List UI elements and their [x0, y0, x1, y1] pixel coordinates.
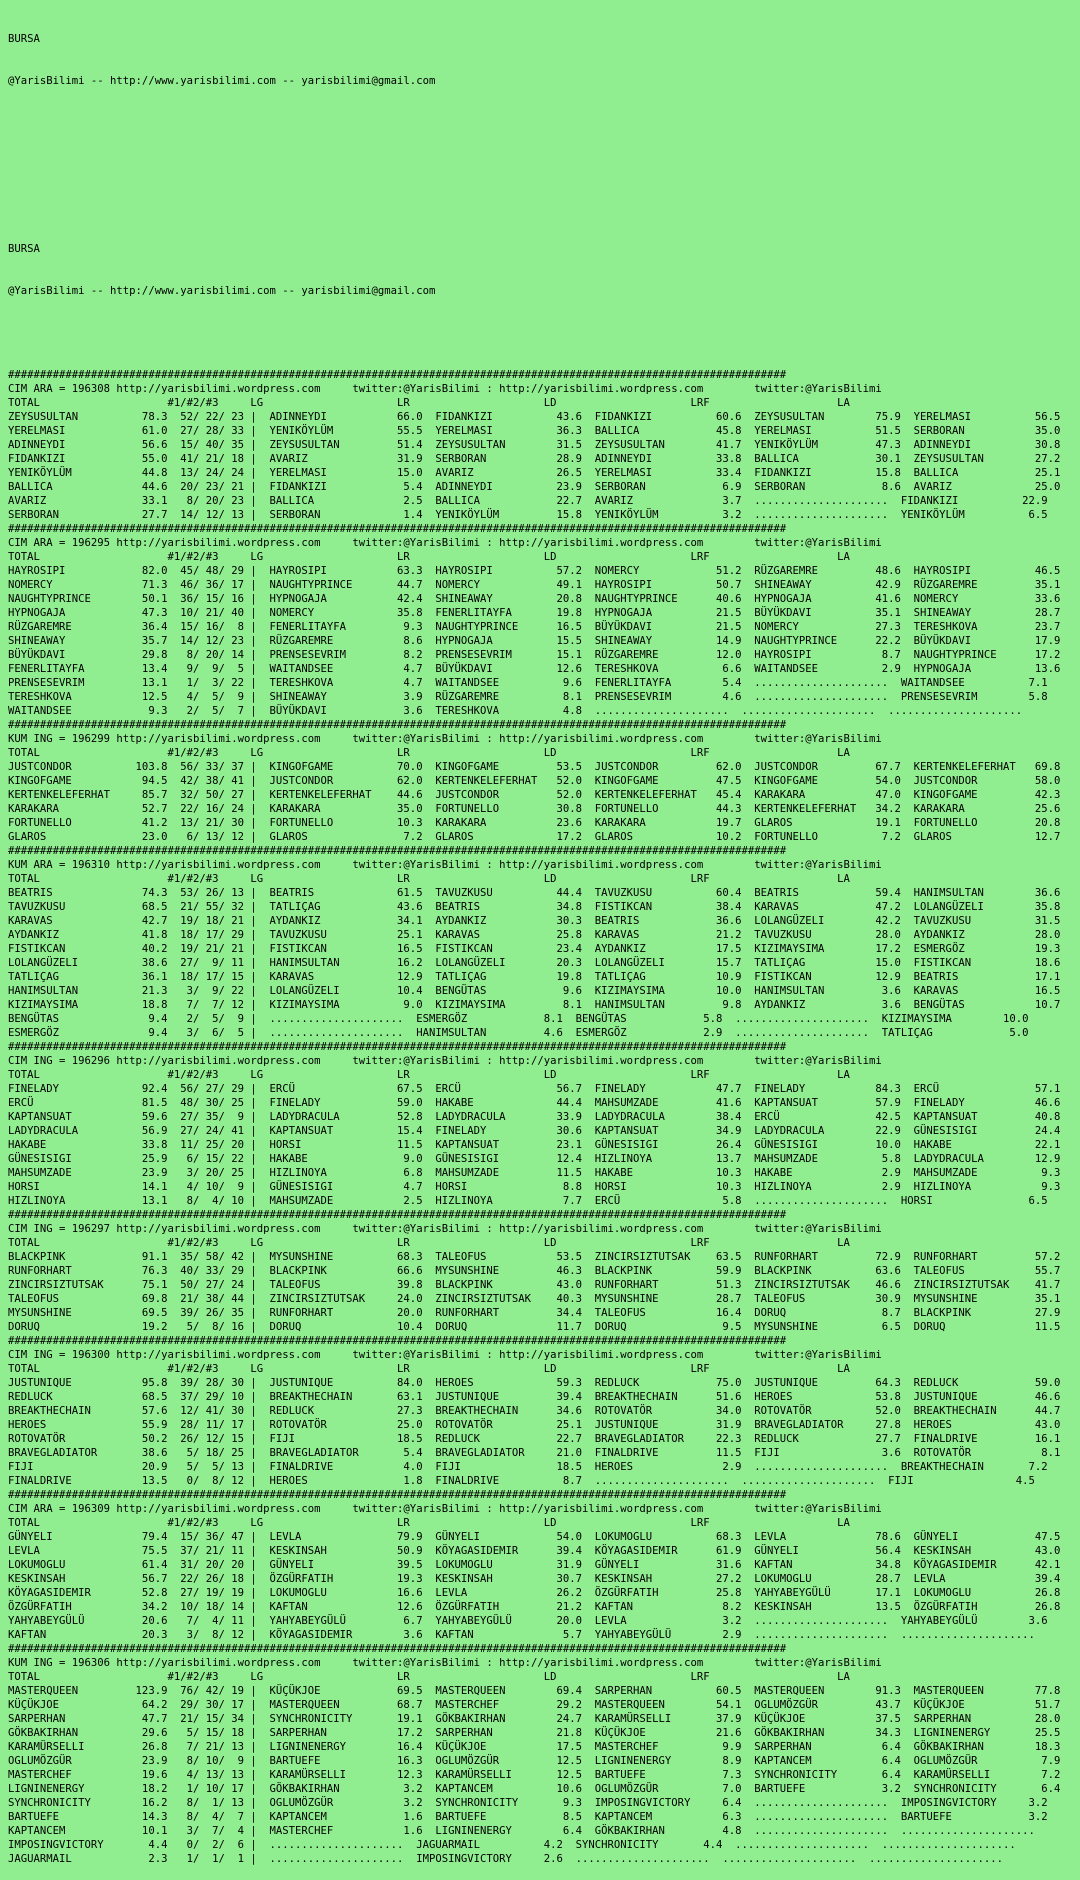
table-row: KINGOFGAME 94.5 42/ 38/ 41 | JUSTCONDOR 62.0 KERTENKELEFERHAT 52.0 KINGOFGAME 47.5 KINGOFGAME 54.0 JUSTCONDOR 58.0 [8, 775, 1061, 787]
table-row: LOKUMOGLU 61.4 31/ 20/ 20 | GÜNYELI 39.5 LOKUMOGLU 31.9 GÜNYELI 31.6 KAFTAN 34.8 KÖYAGASIDEMIR 42.1 [8, 1559, 1061, 1571]
race-block [8, 1334, 1080, 1488]
column-header: TOTAL #1/#2/#3 LG LR LD LRF LA [8, 1237, 850, 1249]
race-title: KUM ING = 196306 http://yarisbilimi.wordpress.com twitter:@YarisBilimi : http://yarisbilimi.wordpress.com twitter:@YarisBilimi [8, 1657, 882, 1669]
table-row: KARAVAS 42.7 19/ 18/ 21 | AYDANKIZ 34.1 AYDANKIZ 30.3 BEATRIS 36.6 LOLANGÜZELI 42.2 TAVUZKUSU 31.5 [8, 915, 1061, 927]
race-block [8, 718, 1080, 844]
table-row: LADYDRACULA 56.9 27/ 24/ 41 | KAPTANSUAT 15.4 FINELADY 30.6 KAPTANSUAT 34.9 LADYDRACULA 22.9 GÜNESISIGI 24.4 [8, 1125, 1061, 1137]
race-block [8, 368, 1080, 522]
table-row: BREAKTHECHAIN 57.6 12/ 41/ 30 | REDLUCK 27.3 BREAKTHECHAIN 34.6 ROTOVATÖR 34.0 ROTOVATÖR 52.0 BREAKTHECHAIN 44.7 [8, 1405, 1061, 1417]
table-row: HIZLINOYA 13.1 8/ 4/ 10 | MAHSUMZADE 2.5 HIZLINOYA 7.7 ERCÜ 5.8 ..................... HORSI 6.5 [8, 1195, 1048, 1207]
table-row: YENIKÖYLÜM 44.8 13/ 24/ 24 | YERELMASI 15.0 AVARIZ 26.5 YERELMASI 33.4 FIDANKIZI 15.8 BALLICA 25.1 [8, 467, 1061, 479]
table-row: KÜÇÜKJOE 64.2 29/ 30/ 17 | MASTERQUEEN 68.7 MASTERCHEF 29.2 MASTERQUEEN 54.1 OGLUMÖZGÜR 43.7 KÜÇÜKJOE 51.7 [8, 1699, 1061, 1711]
separator-line: ########################################################################################################################## [8, 369, 787, 381]
table-row: FISTIKCAN 40.2 19/ 21/ 21 | FISTIKCAN 16.5 FISTIKCAN 23.4 AYDANKIZ 17.5 KIZIMAYSIMA 17.2 ESMERGÖZ 19.3 [8, 943, 1061, 955]
column-header: TOTAL #1/#2/#3 LG LR LD LRF LA [8, 551, 850, 563]
table-row: BRAVEGLADIATOR 38.6 5/ 18/ 25 | BRAVEGLADIATOR 5.4 BRAVEGLADIATOR 21.0 FINALDRIVE 11.5 FIJI 3.6 ROTOVATÖR 8.1 [8, 1447, 1061, 1459]
header-contact: @YarisBilimi -- http://www.yarisbilimi.com -- yarisbilimi@gmail.com [8, 75, 436, 87]
table-row: PRENSESEVRIM 13.1 1/ 3/ 22 | TERESHKOVA 4.7 WAITANDSEE 9.6 FENERLITAYFA 5.4 ..................... WAITANDSEE 7.1 [8, 677, 1048, 689]
race-blocks [8, 368, 1080, 1866]
table-row: SARPERHAN 47.7 21/ 15/ 34 | SYNCHRONICITY 19.1 GÖKBAKIRHAN 24.7 KARAMÜRSELLI 37.9 KÜÇÜKJOE 37.5 SARPERHAN 28.0 [8, 1713, 1061, 1725]
table-row: HANIMSULTAN 21.3 3/ 9/ 22 | LOLANGÜZELI 10.4 BENGÜTAS 9.6 KIZIMAYSIMA 10.0 HANIMSULTAN 3.6 KARAVAS 16.5 [8, 985, 1061, 997]
table-row: BENGÜTAS 9.4 2/ 5/ 9 | ..................... ESMERGÖZ 8.1 BENGÜTAS 5.8 ..................... KIZIMAYSIMA 10.0 [8, 1013, 1029, 1025]
table-row: BALLICA 44.6 20/ 23/ 21 | FIDANKIZI 5.4 ADINNEYDI 23.9 SERBORAN 6.9 SERBORAN 8.6 AVARIZ 25.0 [8, 481, 1061, 493]
column-header: TOTAL #1/#2/#3 LG LR LD LRF LA [8, 1363, 850, 1375]
table-row: JUSTCONDOR 103.8 56/ 33/ 37 | KINGOFGAME 70.0 KINGOFGAME 53.5 JUSTCONDOR 62.0 JUSTCONDOR 67.7 KERTENKELEFERHAT 69.8 [8, 761, 1061, 773]
table-row: YERELMASI 61.0 27/ 28/ 33 | YENIKÖYLÜM 55.5 YERELMASI 36.3 BALLICA 45.8 YERELMASI 51.5 SERBORAN 35.0 [8, 425, 1061, 437]
table-row: AYDANKIZ 41.8 18/ 17/ 29 | TAVUZKUSU 25.1 KARAVAS 25.8 KARAVAS 21.2 TAVUZKUSU 28.0 AYDANKIZ 28.0 [8, 929, 1061, 941]
column-header: TOTAL #1/#2/#3 LG LR LD LRF LA [8, 1517, 850, 1529]
table-row: KERTENKELEFERHAT 85.7 32/ 50/ 27 | KERTENKELEFERHAT 44.6 JUSTCONDOR 52.0 KERTENKELEFERHAT 45.4 KARAKARA 47.0 KINGOFGAME 42.3 [8, 789, 1061, 801]
table-row: KARAKARA 52.7 22/ 16/ 24 | KARAKARA 35.0 FORTUNELLO 30.8 FORTUNELLO 44.3 KERTENKELEFERHAT 34.2 KARAKARA 25.6 [8, 803, 1061, 815]
table-row: NOMERCY 71.3 46/ 36/ 17 | NAUGHTYPRINCE 44.7 NOMERCY 49.1 HAYROSIPI 50.7 SHINEAWAY 42.9 RÜZGAREMRE 35.1 [8, 579, 1061, 591]
table-row: BLACKPINK 91.1 35/ 58/ 42 | MYSUNSHINE 68.3 TALEOFUS 53.5 ZINCIRSIZTUTSAK 63.5 RUNFORHART 72.9 RUNFORHART 57.2 [8, 1251, 1061, 1263]
race-block [8, 1488, 1080, 1642]
table-row: SHINEAWAY 35.7 14/ 12/ 23 | RÜZGAREMRE 8.6 HYPNOGAJA 15.5 SHINEAWAY 14.9 NAUGHTYPRINCE 22.2 BÜYÜKDAVI 17.9 [8, 635, 1061, 647]
table-row: NAUGHTYPRINCE 50.1 36/ 15/ 16 | HYPNOGAJA 42.4 SHINEAWAY 20.8 NAUGHTYPRINCE 40.6 HYPNOGAJA 41.6 NOMERCY 33.6 [8, 593, 1061, 605]
table-row: KAPTANCEM 10.1 3/ 7/ 4 | MASTERCHEF 1.6 LIGNINENERGY 6.4 GÖKBAKIRHAN 4.8 ..................... ..................... [8, 1825, 1035, 1837]
table-row: BÜYÜKDAVI 29.8 8/ 20/ 14 | PRENSESEVRIM 8.2 PRENSESEVRIM 15.1 RÜZGAREMRE 12.0 HAYROSIPI 8.7 NAUGHTYPRINCE 17.2 [8, 649, 1061, 661]
race-title: KUM ARA = 196310 http://yarisbilimi.wordpress.com twitter:@YarisBilimi : http://yarisbilimi.wordpress.com twitter:@YarisBilimi [8, 859, 882, 871]
race-block [8, 1642, 1080, 1866]
table-row: REDLUCK 68.5 37/ 29/ 10 | BREAKTHECHAIN 63.1 JUSTUNIQUE 39.4 BREAKTHECHAIN 51.6 HEROES 53.8 JUSTUNIQUE 46.6 [8, 1391, 1061, 1403]
race-block [8, 522, 1080, 718]
separator-line: ########################################################################################################################## [8, 719, 787, 731]
table-row: TAVUZKUSU 68.5 21/ 55/ 32 | TATLIÇAG 43.6 BEATRIS 34.8 FISTIKCAN 38.4 KARAVAS 47.2 LOLANGÜZELI 35.8 [8, 901, 1061, 913]
table-row: KIZIMAYSIMA 18.8 7/ 7/ 12 | KIZIMAYSIMA 9.0 KIZIMAYSIMA 8.1 HANIMSULTAN 9.8 AYDANKIZ 3.6 BENGÜTAS 10.7 [8, 999, 1061, 1011]
table-row: BEATRIS 74.3 53/ 26/ 13 | BEATRIS 61.5 TAVUZKUSU 44.4 TAVUZKUSU 60.4 BEATRIS 59.4 HANIMSULTAN 36.6 [8, 887, 1061, 899]
column-header: TOTAL #1/#2/#3 LG LR LD LRF LA [8, 397, 850, 409]
column-header: TOTAL #1/#2/#3 LG LR LD LRF LA [8, 873, 850, 885]
header-contact-repeat: @YarisBilimi -- http://www.yarisbilimi.com -- yarisbilimi@gmail.com [8, 285, 436, 297]
table-row: RUNFORHART 76.3 40/ 33/ 29 | BLACKPINK 66.6 MYSUNSHINE 46.3 BLACKPINK 59.9 BLACKPINK 63.6 TALEOFUS 55.7 [8, 1265, 1061, 1277]
separator-line: ########################################################################################################################## [8, 1643, 787, 1655]
table-row: KAFTAN 20.3 3/ 8/ 12 | KÖYAGASIDEMIR 3.6 KAFTAN 5.7 YAHYABEYGÜLÜ 2.9 ..................... ..................... [8, 1629, 1035, 1641]
table-row: JAGUARMAIL 2.3 1/ 1/ 1 | ..................... IMPOSINGVICTORY 2.6 ..................... ..................... ..................... [8, 1853, 1003, 1865]
table-row: ESMERGÖZ 9.4 3/ 6/ 5 | ..................... HANIMSULTAN 4.6 ESMERGÖZ 2.9 ..................... TATLIÇAG 5.0 [8, 1027, 1029, 1039]
table-row: ADINNEYDI 56.6 15/ 40/ 35 | ZEYSUSULTAN 51.4 ZEYSUSULTAN 31.5 ZEYSUSULTAN 41.7 YENIKÖYLÜM 47.3 ADINNEYDI 30.8 [8, 439, 1061, 451]
table-row: MYSUNSHINE 69.5 39/ 26/ 35 | RUNFORHART 20.0 RUNFORHART 34.4 TALEOFUS 16.4 DORUQ 8.7 BLACKPINK 27.9 [8, 1307, 1061, 1319]
race-block [8, 1208, 1080, 1334]
table-row: FORTUNELLO 41.2 13/ 21/ 30 | FORTUNELLO 10.3 KARAKARA 23.6 KARAKARA 19.7 GLAROS 19.1 FORTUNELLO 20.8 [8, 817, 1061, 829]
header-title: BURSA [8, 33, 40, 45]
table-row: ROTOVATÖR 50.2 26/ 12/ 15 | FIJI 18.5 REDLUCK 22.7 BRAVEGLADIATOR 22.3 REDLUCK 27.7 FINALDRIVE 16.1 [8, 1433, 1061, 1445]
race-block [8, 1040, 1080, 1208]
table-row: ÖZGÜRFATIH 34.2 10/ 18/ 14 | KAFTAN 12.6 ÖZGÜRFATIH 21.2 KAFTAN 8.2 KESKINSAH 13.5 ÖZGÜRFATIH 26.8 [8, 1601, 1061, 1613]
separator-line: ########################################################################################################################## [8, 1041, 787, 1053]
table-row: MASTERQUEEN 123.9 76/ 42/ 19 | KÜÇÜKJOE 69.5 MASTERQUEEN 69.4 SARPERHAN 60.5 MASTERQUEEN 91.3 MASTERQUEEN 77.8 [8, 1685, 1061, 1697]
race-title: CIM ARA = 196308 http://yarisbilimi.wordpress.com twitter:@YarisBilimi : http://yarisbilimi.wordpress.com twitter:@YarisBilimi [8, 383, 882, 395]
separator-line: ########################################################################################################################## [8, 1335, 787, 1347]
blank-line [8, 116, 1080, 130]
table-row: FIDANKIZI 55.0 41/ 21/ 18 | AVARIZ 31.9 SERBORAN 28.9 ADINNEYDI 33.8 BALLICA 30.1 ZEYSUSULTAN 27.2 [8, 453, 1061, 465]
table-row: FINALDRIVE 13.5 0/ 8/ 12 | HEROES 1.8 FINALDRIVE 8.7 ..................... ..................... FIJI 4.5 [8, 1475, 1035, 1487]
table-row: RÜZGAREMRE 36.4 15/ 16/ 8 | FENERLITAYFA 9.3 NAUGHTYPRINCE 16.5 BÜYÜKDAVI 21.5 NOMERCY 27.3 TERESHKOVA 23.7 [8, 621, 1061, 633]
table-row: ZINCIRSIZTUTSAK 75.1 50/ 27/ 24 | TALEOFUS 39.8 BLACKPINK 43.0 RUNFORHART 51.3 ZINCIRSIZTUTSAK 46.6 ZINCIRSIZTUTSAK 41.7 [8, 1279, 1061, 1291]
table-row: FINELADY 92.4 56/ 27/ 29 | ERCÜ 67.5 ERCÜ 56.7 FINELADY 47.7 FINELADY 84.3 ERCÜ 57.1 [8, 1083, 1061, 1095]
race-title: CIM ARA = 196295 http://yarisbilimi.wordpress.com twitter:@YarisBilimi : http://yarisbilimi.wordpress.com twitter:@YarisBilimi [8, 537, 882, 549]
race-title: CIM ING = 196296 http://yarisbilimi.wordpress.com twitter:@YarisBilimi : http://yarisbilimi.wordpress.com twitter:@YarisBilimi [8, 1055, 882, 1067]
header-title-repeat: BURSA [8, 243, 40, 255]
separator-line: ########################################################################################################################## [8, 1489, 787, 1501]
table-row: LOLANGÜZELI 38.6 27/ 9/ 11 | HANIMSULTAN 16.2 LOLANGÜZELI 20.3 LOLANGÜZELI 15.7 TATLIÇAG 15.0 FISTIKCAN 18.6 [8, 957, 1061, 969]
table-row: KAPTANSUAT 59.6 27/ 35/ 9 | LADYDRACULA 52.8 LADYDRACULA 33.9 LADYDRACULA 38.4 ERCÜ 42.5 KAPTANSUAT 40.8 [8, 1111, 1061, 1123]
table-row: WAITANDSEE 9.3 2/ 5/ 7 | BÜYÜKDAVI 3.6 TERESHKOVA 4.8 ..................... ..................... ..................... [8, 705, 1023, 717]
table-row: ZEYSUSULTAN 78.3 52/ 22/ 23 | ADINNEYDI 66.0 FIDANKIZI 43.6 FIDANKIZI 60.6 ZEYSUSULTAN 75.9 YERELMASI 56.5 [8, 411, 1061, 423]
race-title: CIM ING = 196297 http://yarisbilimi.wordpress.com twitter:@YarisBilimi : http://yarisbilimi.wordpress.com twitter:@YarisBilimi [8, 1223, 882, 1235]
table-row: KÖYAGASIDEMIR 52.8 27/ 19/ 19 | LOKUMOGLU 16.6 LEVLA 26.2 ÖZGÜRFATIH 25.8 YAHYABEYGÜLÜ 17.1 LOKUMOGLU 26.8 [8, 1587, 1061, 1599]
blank-line [8, 158, 1080, 172]
table-row: SYNCHRONICITY 16.2 8/ 1/ 13 | OGLUMÖZGÜR 3.2 SYNCHRONICITY 9.3 IMPOSINGVICTORY 6.4 ..................... IMPOSINGVICTORY 3.2 [8, 1797, 1048, 1809]
column-header: TOTAL #1/#2/#3 LG LR LD LRF LA [8, 747, 850, 759]
separator-line: ########################################################################################################################## [8, 845, 787, 857]
table-row: HORSI 14.1 4/ 10/ 9 | GÜNESISIGI 4.7 HORSI 8.8 HORSI 10.3 HIZLINOYA 2.9 HIZLINOYA 9.3 [8, 1181, 1061, 1193]
table-row: AVARIZ 33.1 8/ 20/ 23 | BALLICA 2.5 BALLICA 22.7 AVARIZ 3.7 ..................... FIDANKIZI 22.9 [8, 495, 1048, 507]
separator-line: ########################################################################################################################## [8, 1209, 787, 1221]
race-title: CIM ING = 196300 http://yarisbilimi.wordpress.com twitter:@YarisBilimi : http://yarisbilimi.wordpress.com twitter:@YarisBilimi [8, 1349, 882, 1361]
column-header: TOTAL #1/#2/#3 LG LR LD LRF LA [8, 1671, 850, 1683]
table-row: ERCÜ 81.5 48/ 30/ 25 | FINELADY 59.0 HAKABE 44.4 MAHSUMZADE 41.6 KAPTANSUAT 57.9 FINELADY 46.6 [8, 1097, 1061, 1109]
table-row: KESKINSAH 56.7 22/ 26/ 18 | ÖZGÜRFATIH 19.3 KESKINSAH 30.7 KESKINSAH 27.2 LOKUMOGLU 28.7 LEVLA 39.4 [8, 1573, 1061, 1585]
table-row: TERESHKOVA 12.5 4/ 5/ 9 | SHINEAWAY 3.9 RÜZGAREMRE 8.1 PRENSESEVRIM 4.6 ..................... PRENSESEVRIM 5.8 [8, 691, 1048, 703]
table-row: HEROES 55.9 28/ 11/ 17 | ROTOVATÖR 25.0 ROTOVATÖR 25.1 JUSTUNIQUE 31.9 BRAVEGLADIATOR 27.8 HEROES 43.0 [8, 1419, 1061, 1431]
table-row: TALEOFUS 69.8 21/ 38/ 44 | ZINCIRSIZTUTSAK 24.0 ZINCIRSIZTUTSAK 40.3 MYSUNSHINE 28.7 TALEOFUS 30.9 MYSUNSHINE 35.1 [8, 1293, 1061, 1305]
table-row: MAHSUMZADE 23.9 3/ 20/ 25 | HIZLINOYA 6.8 MAHSUMZADE 11.5 HAKABE 10.3 HAKABE 2.9 MAHSUMZADE 9.3 [8, 1167, 1061, 1179]
race-title: CIM ARA = 196309 http://yarisbilimi.wordpress.com twitter:@YarisBilimi : http://yarisbilimi.wordpress.com twitter:@YarisBilimi [8, 1503, 882, 1515]
race-block [8, 844, 1080, 1040]
table-row: TATLIÇAG 36.1 18/ 17/ 15 | KARAVAS 12.9 TATLIÇAG 19.8 TATLIÇAG 10.9 FISTIKCAN 12.9 BEATRIS 17.1 [8, 971, 1061, 983]
table-row: GÜNYELI 79.4 15/ 36/ 47 | LEVLA 79.9 GÜNYELI 54.0 LOKUMOGLU 68.3 LEVLA 78.6 GÜNYELI 47.5 [8, 1531, 1061, 1543]
table-row: MASTERCHEF 19.6 4/ 13/ 13 | KARAMÜRSELLI 12.3 KARAMÜRSELLI 12.5 BARTUEFE 7.3 SYNCHRONICITY 6.4 KARAMÜRSELLI 7.2 [8, 1769, 1061, 1781]
table-row: BARTUEFE 14.3 8/ 4/ 7 | KAPTANCEM 1.6 BARTUEFE 8.5 KAPTANCEM 6.3 ..................... BARTUEFE 3.2 [8, 1811, 1048, 1823]
race-title: KUM ING = 196299 http://yarisbilimi.wordpress.com twitter:@YarisBilimi : http://yarisbilimi.wordpress.com twitter:@YarisBilimi [8, 733, 882, 745]
blank-line [8, 326, 1080, 340]
table-row: DORUQ 19.2 5/ 8/ 16 | DORUQ 10.4 DORUQ 11.7 DORUQ 9.5 MYSUNSHINE 6.5 DORUQ 11.5 [8, 1321, 1061, 1333]
table-row: GÜNESISIGI 25.9 6/ 15/ 22 | HAKABE 9.0 GÜNESISIGI 12.4 HIZLINOYA 13.7 MAHSUMZADE 5.8 LADYDRACULA 12.9 [8, 1153, 1061, 1165]
table-row: HAYROSIPI 82.0 45/ 48/ 29 | HAYROSIPI 63.3 HAYROSIPI 57.2 NOMERCY 51.2 RÜZGAREMRE 48.6 HAYROSIPI 46.5 [8, 565, 1061, 577]
table-row: KARAMÜRSELLI 26.8 7/ 21/ 13 | LIGNINENERGY 16.4 KÜÇÜKJOE 17.5 MASTERCHEF 9.9 SARPERHAN 6.4 GÖKBAKIRHAN 18.3 [8, 1741, 1061, 1753]
table-row: FENERLITAYFA 13.4 9/ 9/ 5 | WAITANDSEE 4.7 BÜYÜKDAVI 12.6 TERESHKOVA 6.6 WAITANDSEE 2.9 HYPNOGAJA 13.6 [8, 663, 1061, 675]
table-row: GLAROS 23.0 6/ 13/ 12 | GLAROS 7.2 GLAROS 17.2 GLAROS 10.2 FORTUNELLO 7.2 GLAROS 12.7 [8, 831, 1061, 843]
table-row: FIJI 20.9 5/ 5/ 13 | FINALDRIVE 4.0 FIJI 18.5 HEROES 2.9 ..................... BREAKTHECHAIN 7.2 [8, 1461, 1048, 1473]
table-row: HAKABE 33.8 11/ 25/ 20 | HORSI 11.5 KAPTANSUAT 23.1 GÜNESISIGI 26.4 GÜNESISIGI 10.0 HAKABE 22.1 [8, 1139, 1061, 1151]
table-row: GÖKBAKIRHAN 29.6 5/ 15/ 18 | SARPERHAN 17.2 SARPERHAN 21.8 KÜÇÜKJOE 21.6 GÖKBAKIRHAN 34.3 LIGNINENERGY 25.5 [8, 1727, 1061, 1739]
table-row: OGLUMÖZGÜR 23.9 8/ 10/ 9 | BARTUEFE 16.3 OGLUMÖZGÜR 12.5 LIGNINENERGY 8.9 KAPTANCEM 6.4 OGLUMÖZGÜR 7.9 [8, 1755, 1061, 1767]
column-header: TOTAL #1/#2/#3 LG LR LD LRF LA [8, 1069, 850, 1081]
table-row: SERBORAN 27.7 14/ 12/ 13 | SERBORAN 1.4 YENIKÖYLÜM 15.8 YENIKÖYLÜM 3.2 ..................... YENIKÖYLÜM 6.5 [8, 509, 1048, 521]
blank-line [8, 200, 1080, 214]
table-row: LIGNINENERGY 18.2 1/ 10/ 17 | GÖKBAKIRHAN 3.2 KAPTANCEM 10.6 OGLUMÖZGÜR 7.0 BARTUEFE 3.2 SYNCHRONICITY 6.4 [8, 1783, 1061, 1795]
table-row: YAHYABEYGÜLÜ 20.6 7/ 4/ 11 | YAHYABEYGÜLÜ 6.7 YAHYABEYGÜLÜ 20.0 LEVLA 3.2 ..................... YAHYABEYGÜLÜ 3.6 [8, 1615, 1048, 1627]
table-row: JUSTUNIQUE 95.8 39/ 28/ 30 | JUSTUNIQUE 84.0 HEROES 59.3 REDLUCK 75.0 JUSTUNIQUE 64.3 REDLUCK 59.0 [8, 1377, 1061, 1389]
table-row: IMPOSINGVICTORY 4.4 0/ 2/ 6 | ..................... JAGUARMAIL 4.2 SYNCHRONICITY 4.4 ..................... ..................... [8, 1839, 1016, 1851]
separator-line: ########################################################################################################################## [8, 523, 787, 535]
table-row: LEVLA 75.5 37/ 21/ 11 | KESKINSAH 50.9 KÖYAGASIDEMIR 39.4 KÖYAGASIDEMIR 61.9 GÜNYELI 56.4 KESKINSAH 43.0 [8, 1545, 1061, 1557]
table-row: HYPNOGAJA 47.3 10/ 21/ 40 | NOMERCY 35.8 FENERLITAYFA 19.8 HYPNOGAJA 21.5 BÜYÜKDAVI 35.1 SHINEAWAY 28.7 [8, 607, 1061, 619]
